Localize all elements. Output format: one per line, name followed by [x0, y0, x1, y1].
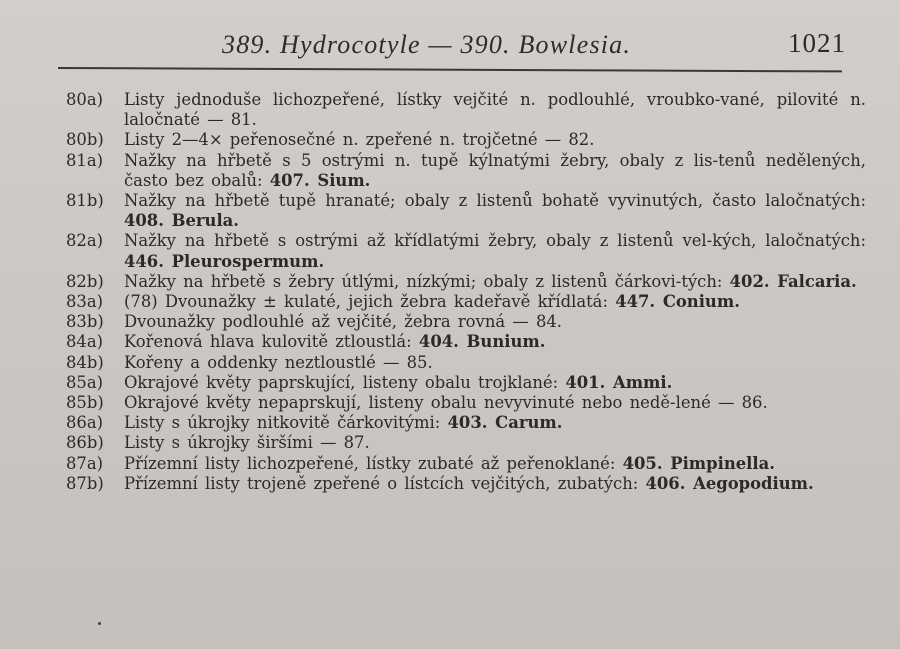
entry-number: 82b)	[66, 271, 104, 291]
entry-text: Kořeny a oddenky neztloustlé — 85.	[124, 352, 433, 372]
entry-taxon: 402. Falcaria.	[729, 271, 857, 291]
key-entry	[66, 191, 866, 231]
entry-text: Listy s úkrojky nitkovitě čárkovitými:	[124, 413, 448, 433]
entry-taxon: 446. Pleurospermum.	[124, 251, 325, 271]
entry-text: Dvounažky podlouhlé až vejčité, žebra rovná — 84.	[124, 312, 563, 332]
key-entry	[66, 231, 866, 271]
entry-number: 81b)	[66, 191, 104, 211]
key-entry	[66, 474, 866, 494]
entry-taxon: 406. Aegopodium.	[645, 473, 814, 493]
entry-number: 86a)	[66, 413, 104, 433]
key-entry	[66, 413, 866, 433]
entry-number: 85a)	[66, 372, 104, 392]
entry-text: Přízemní listy lichozpeřené, lístky zubaté až peřenoklané:	[124, 453, 623, 473]
key-entry	[66, 312, 866, 332]
entry-number: 83a)	[66, 292, 104, 312]
entry-number: 80a)	[66, 90, 104, 109]
entry-text: (78) Dvounažky ± kulaté, jejich žebra kadeřavě křídlatá:	[124, 292, 616, 312]
entry-taxon: 403. Carum.	[447, 413, 563, 433]
entry-text: Listy 2—4× peřenosečné n. zpeřené n. trojčetné — 82.	[124, 130, 595, 150]
entry-number: 85b)	[66, 393, 104, 413]
entry-taxon: 405. Pimpinella.	[622, 453, 775, 473]
entry-text: Nažky na hřbetě s žebry útlými, nízkými; obaly z listenů čárkovi-tých:	[124, 271, 730, 291]
entry-text: Okrajové květy nepaprskují, listeny obalu nevyvinuté nebo nedě-lené — 86.	[124, 393, 768, 413]
entry-taxon: 407. Sium.	[269, 170, 371, 190]
entry-number: 82a)	[66, 231, 104, 251]
entry-text: Listy s úkrojky širšími — 87.	[124, 433, 370, 453]
entry-number: 87a)	[66, 453, 104, 473]
key-entry	[66, 90, 866, 130]
page-number: 1021	[788, 28, 846, 58]
key-entry	[66, 454, 866, 474]
entry-text: Přízemní listy trojeně zpeřené o lístcích vejčitých, zubatých:	[124, 473, 646, 493]
key-entry	[66, 393, 866, 413]
key-entry	[66, 151, 866, 191]
key-entry	[66, 373, 866, 393]
entry-text: Nažky na hřbetě s ostrými až křídlatými žebry, obaly z listenů vel-kých, laločnatých:	[124, 231, 866, 251]
entry-text: Okrajové květy paprskující, listeny obalu trojklané:	[124, 372, 566, 392]
running-title: 389. Hydrocotyle — 390. Bowlesia.	[222, 30, 632, 59]
identification-key	[66, 90, 866, 494]
entry-taxon: 401. Ammi.	[565, 372, 673, 392]
key-entry	[66, 332, 866, 352]
print-speck	[98, 622, 101, 625]
key-entry	[66, 353, 866, 373]
entry-taxon: 447. Conium.	[615, 292, 740, 312]
entry-text: Nažky na hřbetě s 5 ostrými n. tupě kýlnatými žebry, obaly z lis-tenů nedělených, často bez obalů:	[124, 150, 866, 190]
header-rule	[58, 67, 842, 72]
entry-text: Listy jednoduše lichozpeřené, lístky vejčité n. podlouhlé, vroubko-vané, pilovité n. laločnaté — 81.	[124, 90, 866, 130]
key-entry	[66, 272, 866, 292]
key-entry	[66, 130, 866, 150]
entry-text: Nažky na hřbetě tupě hranaté; obaly z listenů bohatě vyvinutých, často laločnatých:	[124, 191, 866, 211]
entry-number: 81a)	[66, 150, 104, 170]
entry-number: 80b)	[66, 130, 104, 150]
entry-number: 84a)	[66, 332, 104, 352]
entry-text: Kořenová hlava kulovitě ztloustlá:	[124, 332, 419, 352]
entry-taxon: 408. Berula.	[124, 211, 240, 231]
entry-number: 84b)	[66, 352, 104, 372]
key-entry	[66, 292, 866, 312]
entry-number: 83b)	[66, 312, 104, 332]
entry-number: 86b)	[66, 433, 104, 453]
entry-taxon: 404. Bunium.	[418, 332, 546, 352]
entry-number: 87b)	[66, 473, 104, 493]
key-entry	[66, 433, 866, 453]
page-header	[210, 26, 850, 60]
